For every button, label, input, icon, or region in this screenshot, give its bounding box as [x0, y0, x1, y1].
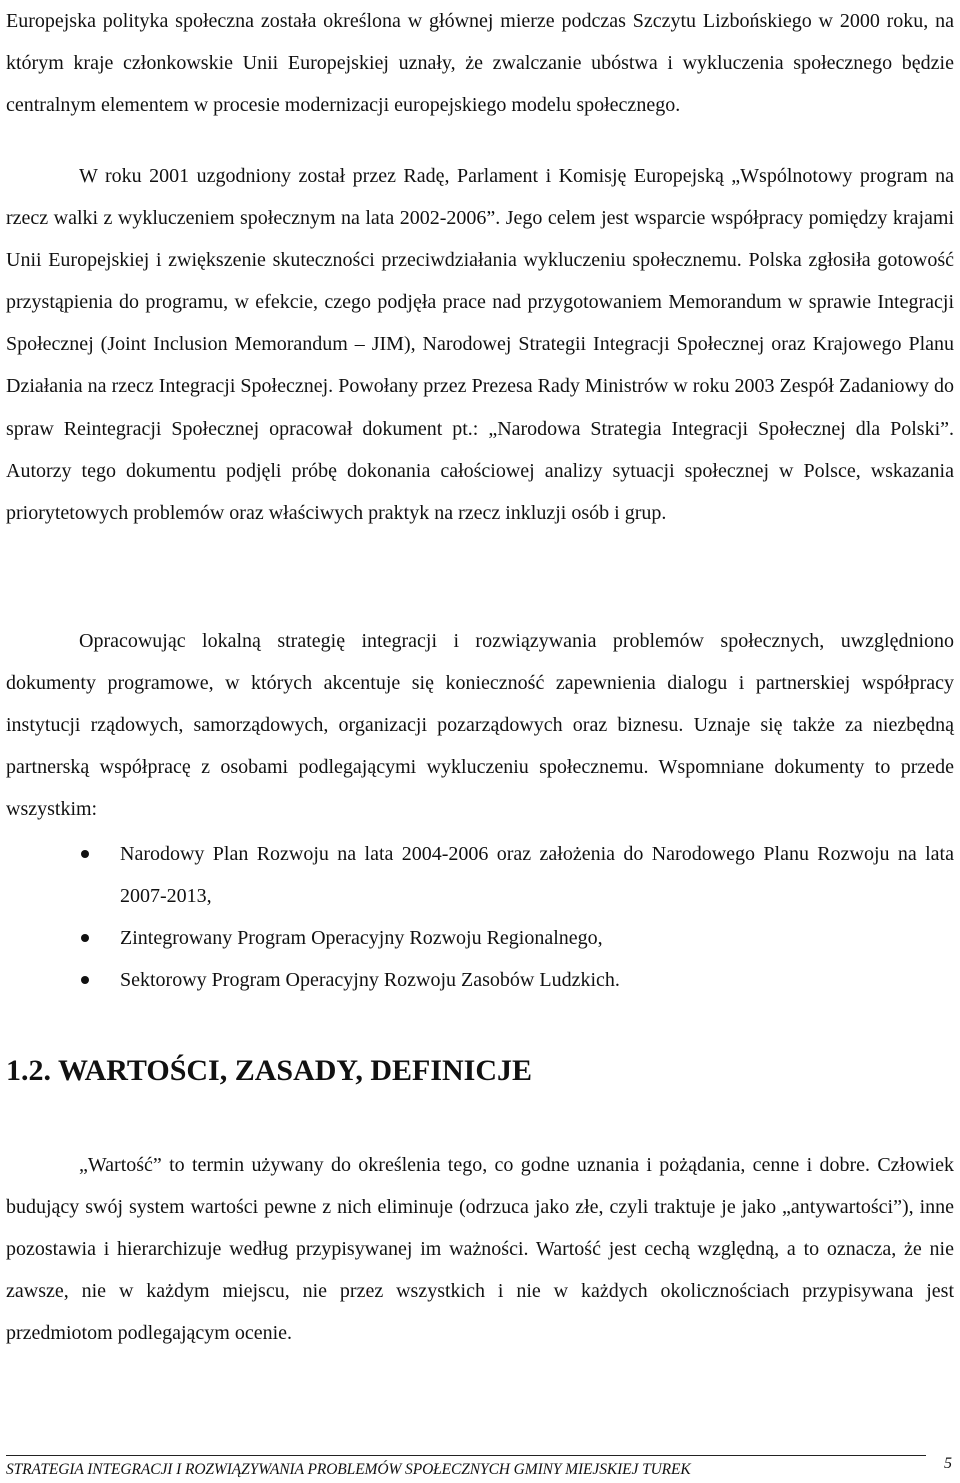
- list-item-text: Sektorowy Program Operacyjny Rozwoju Zasobów Ludzkich.: [120, 969, 620, 992]
- paragraph-local-strategy: Opracowując lokalną strategię integracji i rozwiązywania problemów społecznych, uwzględniono dokumenty programowe, w których akcentuje się konieczność zapewnienia dialogu i partnerskiej współpracy instytucji rządowych, samorządowych, organizacji pozarządowych oraz biznesu. Uznaje się także za niezbędną partnerską współpracę z osobami podlegającymi wykluczeniu społecznemu. Wspomniane dokumenty to przede wszystkim:: [6, 630, 954, 821]
- footer-divider: [6, 1455, 926, 1456]
- paragraph-community-programme: W roku 2001 uzgodniony został przez Radę, Parlament i Komisję Europejską „Wspólnotowy program na rzecz walki z wykluczeniem społecznym na lata 2002-2006”. Jego celem jest wsparcie współpracy pomiędzy krajami Unii Europejskiej i zwiększenie skuteczności przeciwdziałania wykluczeniu społecznemu. Polska zgłosiła gotowość przystąpienia do programu, w efekcie, czego podjęła prace nad przygotowaniem Memorandum w sprawie Integracji Społecznej (Joint Inclusion Memorandum – JIM), Narodowej Strategii Integracji Społecznej oraz Krajowego Planu Działania na rzecz Integracji Społecznej. Powołany przez Prezesa Rady Ministrów w roku 2003 Zespół Zadaniowy do spraw Reintegracji Społecznej opracował dokument pt.: „Narodowa Strategia Integracji Społecznej dla Polski”. Autorzy tego dokumentu podjęli próbę dokonania całościowej analizy sytuacji społecznej w Polsce, wskazania priorytetowych problemów oraz właściwych praktyk na rzecz inkluzji osób i grup.: [6, 165, 954, 524]
- paragraph-value-definition: „Wartość” to termin używany do określenia tego, co godne uznania i pożądania, cenne i dobre. Człowiek budujący swój system wartości pewne z nich eliminuje (odrzuca jako złe, czyli traktuje je jako „antywartości”), inne pozostawia i hierarchizuje według przypisywanej im ważności. Wartość jest cechą względną, a to oznacza, że nie zawsze, nie w każdym miejscu, nie przez wszystkich i nie w każdych okolicznościach przypisywana jest przedmiotom podlegającym ocenie.: [6, 1154, 954, 1345]
- list-item: [6, 917, 954, 959]
- bullet-icon: [81, 934, 89, 942]
- list-item-text: Zintegrowany Program Operacyjny Rozwoju Regionalnego,: [120, 927, 603, 950]
- program-documents-list: [6, 833, 954, 1001]
- paragraph-eu-social-policy: Europejska polityka społeczna została określona w głównej mierze podczas Szczytu Lizbońskiego w 2000 roku, na którym kraje członkowskie Unii Europejskiej uznały, że zwalczanie ubóstwa i wykluczenia społecznego będzie centralnym elementem w procesie modernizacji europejskiego modelu społecznego.: [6, 10, 954, 117]
- bullet-icon: [81, 976, 89, 984]
- list-item: [6, 959, 954, 1001]
- list-item: [6, 833, 954, 917]
- section-heading: 1.2. WARTOŚCI, ZASADY, DEFINICJE: [6, 1054, 533, 1087]
- list-item-text: Narodowy Plan Rozwoju na lata 2004-2006 oraz założenia do Narodowego Planu Rozwoju na lata 2007-2013,: [120, 843, 954, 908]
- footer-title: STRATEGIA INTEGRACJI I ROZWIĄZYWANIA PROBLEMÓW SPOŁECZNYCH GMINY MIEJSKIEJ TUREK: [6, 1461, 691, 1478]
- page-number: 5: [944, 1455, 952, 1472]
- bullet-icon: [81, 850, 89, 858]
